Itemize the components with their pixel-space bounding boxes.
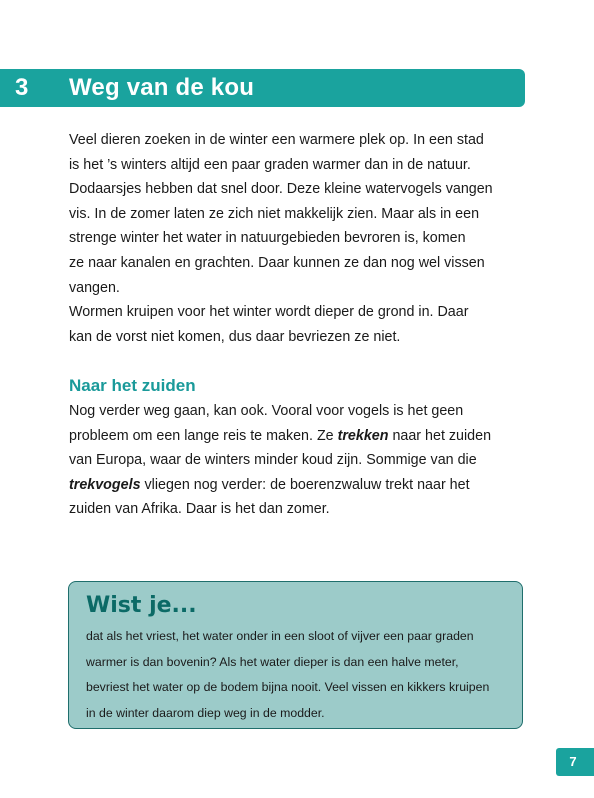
chapter-title: Weg van de kou xyxy=(69,74,255,101)
text-fragment: probleem om een lange reis te maken. Ze xyxy=(69,427,338,444)
info-box-title: Wist je... xyxy=(86,593,197,618)
text-line: van Europa, waar de winters minder koud zijn. Sommige van die xyxy=(69,452,477,469)
page-number-tab xyxy=(556,748,594,776)
term-trekken: trekken xyxy=(337,427,389,444)
text-fragment: naar het zuiden xyxy=(388,427,492,444)
term-trekvogels: trekvogels xyxy=(69,476,141,493)
text-line: kan de vorst niet komen, dus daar bevriezen ze niet. xyxy=(69,328,401,345)
text-line: bevriest het water op de bodem bijna nooit. Veel vissen en kikkers kruipen xyxy=(86,680,490,694)
chapter-number: 3 xyxy=(15,74,29,101)
page-number: 7 xyxy=(569,754,577,769)
text-line: Dodaarsjes hebben dat snel door. Deze kleine watervogels vangen xyxy=(69,181,493,198)
info-box-text xyxy=(86,624,514,726)
text-line: dat als het vriest, het water onder in een sloot of vijver een paar graden xyxy=(86,629,474,643)
section-paragraph xyxy=(69,399,521,522)
text-line: Veel dieren zoeken in de winter een warmere plek op. In een stad xyxy=(69,132,484,148)
text-line: vis. In de zomer laten ze zich niet makkelijk zien. Maar als in een xyxy=(69,205,480,222)
did-you-know-box xyxy=(68,581,523,729)
section-heading: Naar het zuiden xyxy=(69,376,196,395)
text-line: Wormen kruipen voor het winter wordt dieper de grond in. Daar xyxy=(69,304,469,321)
text-line: warmer is dan bovenin? Als het water dieper is dan een halve meter, xyxy=(86,654,459,669)
text-line: zuiden van Afrika. Daar is het dan zomer. xyxy=(69,501,330,518)
text-line: strenge winter het water in natuurgebieden bevroren is, komen xyxy=(69,230,466,247)
text-line: in de winter daarom diep weg in de modder. xyxy=(86,705,325,720)
chapter-header xyxy=(0,69,525,107)
text-line: vangen. xyxy=(69,279,120,296)
text-fragment: vliegen nog verder: de boerenzwaluw trekt naar het xyxy=(140,476,470,493)
text-line: ze naar kanalen en grachten. Daar kunnen ze dan nog wel vissen xyxy=(69,254,485,271)
intro-paragraph xyxy=(69,128,521,349)
text-line: is het ’s winters altijd een paar graden warmer dan in de natuur. xyxy=(69,156,471,173)
text-line: Nog verder weg gaan, kan ook. Vooral voor vogels is het geen xyxy=(69,403,464,419)
